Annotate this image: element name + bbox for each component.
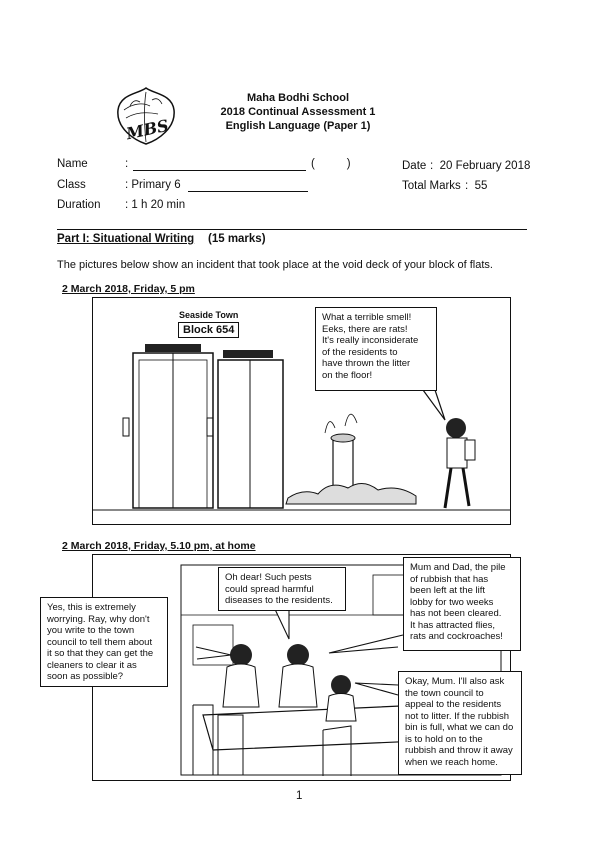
speech-bubble-boy: What a terrible smell! Eeks, there are rats! It's really inconsiderate of the residents to have thrown the litter on the floor! [315, 307, 437, 391]
sign-town-name: Seaside Town [179, 310, 239, 320]
panel2-caption: 2 March 2018, Friday, 5.10 pm, at home [62, 540, 256, 552]
name-colon: : [125, 158, 129, 170]
page-number: 1 [296, 790, 303, 802]
date-value: : 20 February 2018 [430, 160, 531, 172]
name-label: Name [57, 158, 88, 170]
part-marks: (15 marks) [208, 233, 266, 245]
subject-title: English Language (Paper 1) [225, 120, 371, 132]
part-intro: The pictures below show an incident that took place at the void deck of your block of flats. [57, 259, 493, 271]
class-label: Class [57, 179, 86, 191]
name-blank[interactable] [133, 170, 306, 171]
sign-block [178, 310, 239, 338]
panel1-illustration [93, 298, 510, 524]
sign-block-number: Block 654 [178, 322, 239, 338]
duration-label: Duration [57, 199, 101, 211]
total-marks-value: : 55 [465, 180, 488, 192]
speech-bubble-ray-top: Mum and Dad, the pile of rubbish that has been left at the lift lobby for two weeks has not been cleared. It has attracted flies, rats and cockroaches! [403, 557, 521, 651]
part-title: Part I: Situational Writing [57, 233, 195, 245]
assessment-title: 2018 Continual Assessment 1 [220, 106, 376, 118]
duration-value: : 1 h 20 min [125, 199, 186, 211]
speech-bubble-ray-bottom: Okay, Mum. I'll also ask the town council to appeal to the residents not to litter. If the rubbish bin is full, what we can do is to hold on to the rubbish and throw it away when we reach home. [398, 671, 522, 775]
date-label: Date [402, 160, 427, 172]
register-number-paren: ( ) [311, 158, 351, 170]
speech-bubble-dad: Oh dear! Such pests could spread harmful diseases to the residents. [218, 567, 346, 611]
total-marks-label: Total Marks [402, 180, 461, 192]
class-value: : Primary 6 [125, 179, 181, 191]
class-blank[interactable] [188, 191, 308, 192]
section-divider [57, 229, 527, 230]
panel1-scene [92, 297, 511, 525]
logo-lettering: MBS [124, 115, 171, 144]
school-name: Maha Bodhi School [246, 92, 350, 104]
panel1-caption: 2 March 2018, Friday, 5 pm [62, 283, 195, 295]
speech-bubble-mum: Yes, this is extremely worrying. Ray, why don't you write to the town council to tell them about it so that they can get the cleaners to clear it as soon as possible? [40, 597, 168, 687]
